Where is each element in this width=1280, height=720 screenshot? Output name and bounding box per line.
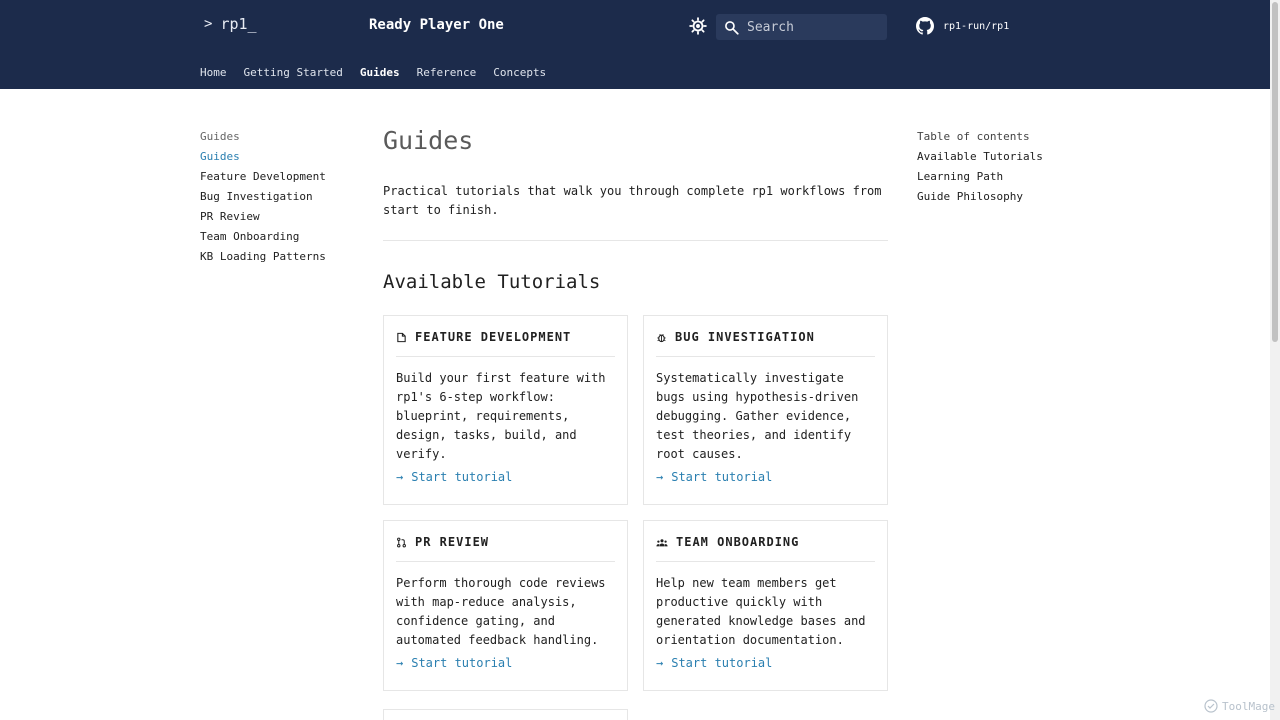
toc-item-available-tutorials[interactable]: Available Tutorials — [917, 150, 1043, 163]
card-description: Systematically investigate bugs using hypothesis-driven debugging. Gather evidence, test theories, and identify root causes. — [656, 371, 859, 461]
toc-item-guide-philosophy[interactable]: Guide Philosophy — [917, 190, 1023, 203]
toc-item-learning-path[interactable]: Learning Path — [917, 170, 1004, 183]
top-nav — [200, 66, 546, 79]
tutorial-card — [383, 315, 628, 505]
tutorial-card — [383, 520, 628, 691]
tutorial-card — [643, 520, 888, 691]
sidebar-item-guides[interactable]: Guides — [200, 150, 240, 163]
scrollbar-thumb[interactable] — [1272, 2, 1278, 342]
start-tutorial-link[interactable]: → Start tutorial — [656, 470, 773, 484]
arrow-right-icon: → — [396, 656, 404, 670]
nav-home[interactable]: Home — [200, 66, 227, 79]
repo-name: rp1-run/rp1 — [943, 20, 1010, 32]
team-icon — [656, 537, 668, 548]
start-tutorial-link[interactable]: → Start tutorial — [656, 656, 773, 670]
repo-link[interactable] — [916, 17, 1009, 35]
card-description: Help new team members get productive quickly with generated knowledge bases and orientation documentation. — [656, 576, 866, 647]
sidebar-section-title: Guides — [200, 130, 240, 143]
page-lead: Practical tutorials that walk you through complete rp1 workflows from start to finish. — [383, 182, 888, 241]
start-tutorial-link[interactable]: → Start tutorial — [396, 470, 513, 484]
sidebar-item-pr-review[interactable]: PR Review — [200, 210, 260, 223]
card-description: Build your first feature with rp1's 6-step workflow: blueprint, requirements, design, tasks, build, and verify. — [396, 371, 606, 461]
site-header — [0, 0, 1270, 89]
sidebar-item-feature-development[interactable]: Feature Development — [200, 170, 326, 183]
card-title: BUG INVESTIGATION — [656, 330, 875, 357]
nav-getting-started[interactable]: Getting Started — [243, 66, 343, 79]
card-title: PR REVIEW — [396, 535, 615, 562]
page-scrollbar[interactable] — [1270, 0, 1280, 720]
github-icon — [916, 17, 934, 35]
sidebar-item-bug-investigation[interactable]: Bug Investigation — [200, 190, 313, 203]
theme-toggle-button[interactable] — [689, 17, 707, 35]
nav-reference[interactable]: Reference — [416, 66, 477, 79]
search-icon — [724, 20, 739, 35]
sun-icon — [689, 17, 707, 35]
watermark: ToolMage — [1204, 699, 1275, 713]
table-of-contents — [917, 130, 1043, 210]
brand-logo[interactable] — [204, 15, 257, 33]
search-box[interactable] — [716, 14, 887, 40]
tutorial-card — [643, 315, 888, 505]
page-title: Guides — [383, 126, 474, 155]
section-title-available-tutorials: Available Tutorials — [383, 271, 601, 293]
brand-name: rp1_ — [220, 15, 257, 33]
document-icon — [396, 332, 407, 343]
site-title: Ready Player One — [369, 17, 504, 33]
start-tutorial-link[interactable]: → Start tutorial — [396, 656, 513, 670]
main-content — [383, 126, 888, 691]
arrow-right-icon: → — [656, 470, 664, 484]
tutorial-card-partial — [383, 709, 628, 720]
bug-icon — [656, 332, 667, 343]
chevron-right-icon: > — [204, 16, 213, 32]
card-title: TEAM ONBOARDING — [656, 535, 875, 562]
card-title: FEATURE DEVELOPMENT — [396, 330, 615, 357]
tutorial-grid — [383, 315, 888, 691]
arrow-right-icon: → — [396, 470, 404, 484]
arrow-right-icon: → — [656, 656, 664, 670]
sidebar-item-kb-loading-patterns[interactable]: KB Loading Patterns — [200, 250, 326, 263]
sidebar — [200, 130, 326, 270]
nav-concepts[interactable]: Concepts — [493, 66, 547, 79]
sidebar-item-team-onboarding[interactable]: Team Onboarding — [200, 230, 300, 243]
toc-title: Table of contents — [917, 130, 1030, 143]
nav-guides[interactable]: Guides — [359, 66, 400, 79]
search-input[interactable] — [747, 20, 877, 35]
card-description: Perform thorough code reviews with map-reduce analysis, confidence gating, and automated feedback handling. — [396, 576, 606, 647]
pull-request-icon — [396, 537, 407, 548]
watermark-logo-icon — [1204, 699, 1218, 713]
